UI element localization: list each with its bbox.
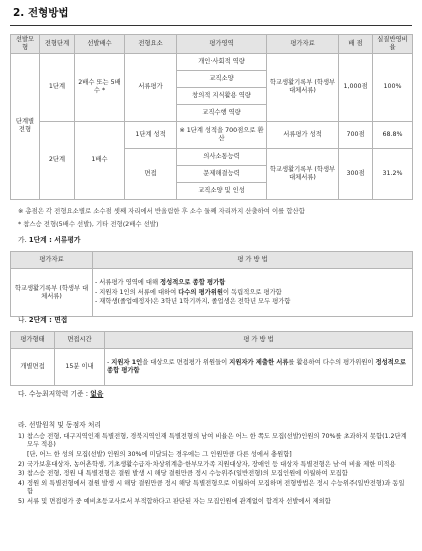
col-header: 평가영역 (177, 35, 267, 54)
list-item: 2) 국가보훈대상자, 농어촌학생, 기초생활수급자·차상위계층·한부모가족 지원대상자, 장애인 등 대상자 특별전형은 남·여 비율 제한 미적용 (18, 460, 396, 468)
stage1-cell: 1단계 (40, 53, 75, 121)
method-line: - 서류평가 영역에 대해 정성적으로 종합 평가함 (95, 278, 226, 286)
col-header: 전형요소 (125, 35, 177, 54)
col-header: 평 가 방 법 (105, 332, 413, 349)
stage2-multiple-cell: 1배수 (75, 121, 125, 199)
stage2-element-cell: 1단계 성적 (125, 121, 177, 148)
col-header: 평가자료 (267, 35, 339, 54)
list-item: [단, 어느 한 성의 모집(선발) 인원의 30%에 미달되는 경우에는 그 인원만큼 다른 성에서 충원함] (27, 450, 292, 458)
interview-method-cell: - 지원자 1인을 대상으로 면접평가 위원들이 지원자가 제출한 서류를 활용하여 다수의 평가위원이 정성적으로 종합 평가함 (105, 349, 413, 386)
note-total-score: ※ 총점은 각 전형요소별로 소수점 셋째 자리에서 반올림한 후 소수 둘째 자리까지 산출하여 이를 합산함 (18, 207, 305, 215)
method-line: - 재학생(졸업예정자)은 3학년 1학기까지, 졸업생은 전학년 모두 평가함 (95, 298, 291, 306)
rules-list (18, 433, 410, 508)
interview-material-cell: 학교생활기록부 (학생부 대체서류) (267, 148, 339, 199)
stage1-score-cell: 1,000점 (339, 53, 373, 121)
interview-score-cell: 300점 (339, 148, 373, 199)
stage2-ratio-cell: 68.8% (373, 121, 413, 148)
eval-area-cell: ※ 1단계 성적을 700점으로 환산 (177, 121, 267, 148)
stage2-material-cell: 서류평가 성적 (267, 121, 339, 148)
subsection-principles: 라. 선발원칙 및 동점자 처리 (18, 421, 102, 429)
eval-area-cell: 의사소통능력 (177, 148, 267, 165)
section-title: 2. 전형방법 (13, 7, 69, 19)
col-header: 선발모형 (11, 35, 40, 54)
table-header-row (11, 35, 413, 54)
interview-type-cell: 개별면접 (11, 349, 55, 386)
col-header: 면접시간 (55, 332, 105, 349)
interview-ratio-cell: 31.2% (373, 148, 413, 199)
list-item: 1) 참스승 전형, 대구지역인재 특별전형, 경북지역인재 특별전형의 남여 비율은 어느 한 쪽도 모집(선발)인원의 70%를 초과하지 못함(1.2단계 모두 적용) (18, 433, 407, 448)
stage1-element-cell: 서류평가 (125, 53, 177, 121)
document-review-table (10, 251, 413, 317)
list-item: 4) 정원 외 특별전형에서 결원 발생 시 해당 결원만큼 정시 해당 특별전형으로 이월하여 모집하며 전형방법은 정시 수능위주(일반전형)과 동일함 (18, 480, 405, 496)
col-header: 평가형태 (11, 332, 55, 349)
col-header: 실질반영비율 (373, 35, 413, 54)
eval-area-cell: 교직수행 역량 (177, 104, 267, 121)
list-item: 3) 참스승 전형, 정원 내 특별전형은 결원 발생 시 해당 결원만큼 정시 수능위주(일반전형)의 모집인원에 이월하여 모집함 (18, 470, 348, 478)
eval-area-cell: 교직소양 및 인성 (177, 182, 267, 199)
eval-area-cell: 문제해결능력 (177, 165, 267, 182)
selection-method-table (10, 34, 413, 200)
stage1-multiple-cell: 2배수 또는 5배수 * (75, 53, 125, 121)
material-cell: 학교생활기록부 (학생부 대체서류) (11, 269, 93, 317)
stage1-ratio-cell: 100% (373, 53, 413, 121)
list-item: 5) 서류 및 면접평가 중 예비초등교사로서 부적합하다고 판단된 자는 모집인원에 관계없이 합격자 선발에서 제외함 (18, 498, 331, 506)
col-header: 전형단계 (40, 35, 75, 54)
selection-model-cell: 단계별 전형 (11, 53, 40, 199)
stage2-cell: 2단계 (40, 121, 75, 199)
method-cell (93, 269, 413, 317)
col-header: 평 가 방 법 (93, 252, 413, 269)
eval-area-cell: 교직소양 (177, 70, 267, 87)
interview-time-cell: 15분 이내 (55, 349, 105, 386)
interview-element-cell: 면접 (125, 148, 177, 199)
eval-area-cell: 개인·사회적 역량 (177, 53, 267, 70)
col-header: 배 점 (339, 35, 373, 54)
col-header: 평가자료 (11, 252, 93, 269)
eval-area-cell: 창의적 지식활용 역량 (177, 87, 267, 104)
subsection-min-score: 다. 수능최저학력 기준 : 없음 (18, 390, 104, 398)
stage1-material-cell: 학교생활기록부 (학생부 대체서류) (267, 53, 339, 121)
subsection-stage2: 나. 2단계 : 면접 (18, 316, 68, 324)
subsection-stage1: 가. 1단계 : 서류평가 (18, 236, 81, 244)
col-header: 선발배수 (75, 35, 125, 54)
title-rule (10, 25, 412, 26)
interview-table (10, 331, 413, 386)
method-line: - 지원자 1인의 서류에 대하여 다수의 평가위원이 독립적으로 평가함 (95, 288, 282, 296)
note-multiple: * 참스승 전형(5배수 선발), 기타 전형(2배수 선발) (18, 220, 159, 228)
stage2-score-cell: 700점 (339, 121, 373, 148)
